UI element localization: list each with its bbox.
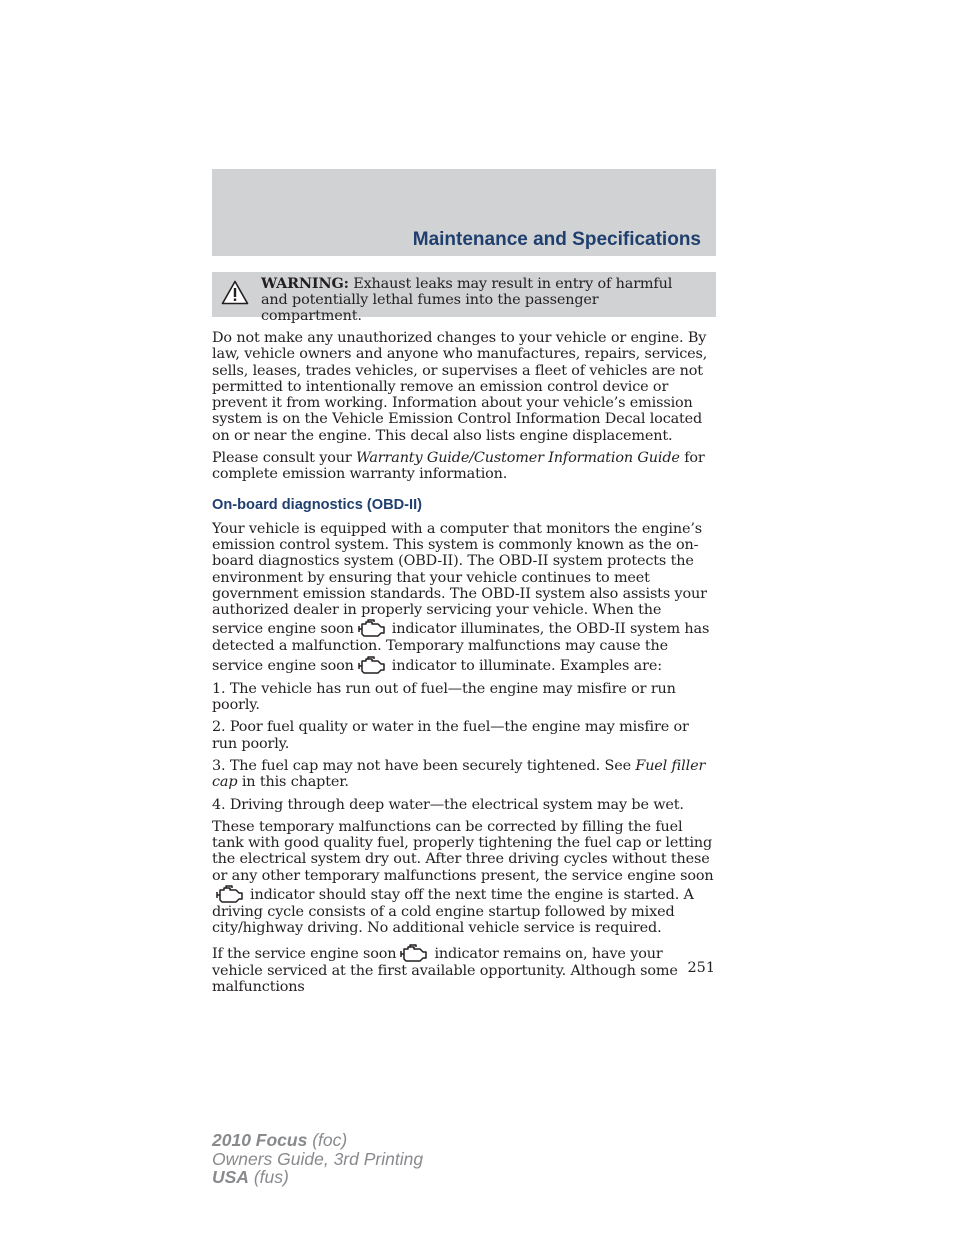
footer-line-guide: Owners Guide, 3rd Printing [212,1148,424,1169]
footer-line-market [212,1168,423,1187]
footer-line-model [212,1131,423,1150]
section-header-band [212,169,716,256]
paragraph-obd-intro [212,521,716,675]
warranty-guide-reference: Warranty Guide/Customer Information Guide [355,450,680,467]
text-span: for complete emission warranty information. [212,450,705,483]
text-span: These temporary malfunctions can be corrected by filling the fuel tank with good quality fuel, properly tightening the fuel cap or letting the electrical system dry out. After three driving cycles without these or any other temporary malfunctions present, the service engine soon [212,818,714,884]
text-span: in this chapter. [237,774,349,791]
warning-box [212,272,716,324]
fuel-filler-cap-reference: Fuel filler cap [212,757,706,791]
service-engine-soon-icon [214,884,244,904]
list-item: 4. Driving through deep water—the electrical system may be wet. [212,796,684,813]
paragraph-temporary-malfunctions [212,819,716,937]
footer-market: USA [212,1167,249,1187]
footer-model-code: (foc) [307,1130,348,1150]
footer-market-code: (fus) [248,1167,289,1187]
text-span: indicator remains on, have your vehicle serviced at the first available opportunity. Although some malfunctions [212,945,678,995]
text-span: If the service engine soon [212,945,397,962]
warning-text [261,276,701,324]
text-span: 3. The fuel cap may not have been securely tightened. See [212,757,636,774]
text-span: Your vehicle is equipped with a computer that monitors the engine’s emission control system. This system is commonly known as the on-board diagnostics system (OBD-II). The OBD-II system protects the environment by ensuring that your vehicle continues to meet government emission standards. The OBD-II system also assists your authorized dealer in properly servicing your vehicle. When the service engine soon [212,520,707,638]
paragraph-warranty [212,450,716,483]
service-engine-soon-icon [356,655,386,675]
service-engine-soon-icon [398,943,428,963]
paragraph-indicator-remains-on [212,943,716,996]
footer-model: 2010 Focus [212,1130,308,1150]
section-title: Maintenance and Specifications [412,229,701,250]
list-item: 1. The vehicle has run out of fuel—the engine may misfire or run poorly. [212,680,676,714]
text-span: Please consult your [212,450,356,467]
service-engine-soon-icon [356,618,386,638]
warning-label: WARNING: [261,275,349,292]
paragraph-emission-changes: Do not make any unauthorized changes to your vehicle or engine. By law, vehicle owners and anyone who manufactures, repairs, services, sells, leases, trades vehicles, or supervises a fleet of vehicles are not permitted to intentionally remove an emission control device or prevent it from working. Information about your vehicle’s emission system is on the Vehicle Emission Control Information Decal located on or near the engine. This decal also lists engine displacement. [212,330,708,444]
warning-triangle-icon [221,280,249,305]
text-span: indicator to illuminate. Examples are: [391,657,662,674]
footer [212,1131,423,1187]
text-span: indicator illuminates, the OBD-II system has detected a malfunction. Temporary malfunctions may cause the service engine soon [212,621,710,674]
list-item: 2. Poor fuel quality or water in the fuel—the engine may misfire or run poorly. [212,719,689,752]
list-item [212,758,716,791]
page-content [212,330,716,1001]
warning-message: Exhaust leaks may result in entry of harmful and potentially lethal fumes into the passenger compartment. [261,276,673,324]
text-span: indicator should stay off the next time the engine is started. A driving cycle consists of a cold engine startup followed by mixed city/highway driving. No additional vehicle service is required. [212,887,694,937]
page-number: 251 [687,960,715,976]
heading-obd: On-board diagnostics (OBD-II) [212,496,422,513]
